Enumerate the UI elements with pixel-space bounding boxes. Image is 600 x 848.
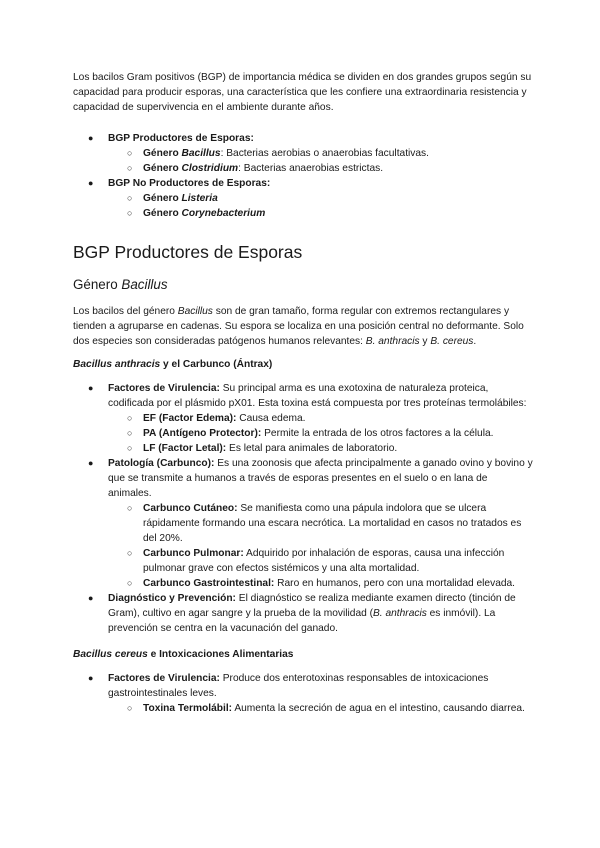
cereus-heading: Bacillus cereus e Intoxicaciones Alimentarias xyxy=(73,649,294,660)
circle-bullet-icon: ○ xyxy=(127,413,133,423)
genus-heading: Género Bacillus xyxy=(73,277,168,292)
overview-item-non-spore-forming xyxy=(73,176,533,191)
bullet-icon: ● xyxy=(88,593,94,603)
anthracis-heading: Bacillus anthracis y el Carbunco (Ántrax) xyxy=(73,359,273,370)
overview-subitem-clostridium: ○ Género Clostridium: Bacterias anaerobias estrictas. xyxy=(127,163,384,174)
overview-list xyxy=(73,131,533,221)
overview-subitem-listeria: ○ Género Listeria xyxy=(127,193,218,204)
genus-name: Bacillus xyxy=(181,148,221,159)
list-subitem: ○ EF (Factor Edema): Causa edema. xyxy=(127,413,306,424)
bacillus-description: Los bacilos del género Bacillus son de gran tamaño, forma regular con extremos rectangulares y tienden a agruparse en cadenas. Su espora se localiza en una posición central no deformante. Solo dos especies son consideradas patógenos humanos relevantes: B. anthracis y B. cereus. xyxy=(73,306,524,347)
bullet-icon: ● xyxy=(88,458,94,468)
genus-name: Clostridium xyxy=(181,163,239,174)
circle-bullet-icon: ○ xyxy=(127,578,133,588)
bullet-icon: ● xyxy=(88,383,94,393)
list-subitem: ○ Carbunco Gastrointestinal: Raro en humanos, pero con una mortalidad elevada. xyxy=(127,578,516,589)
circle-bullet-icon: ○ xyxy=(127,503,133,513)
list-subitem: ○ Toxina Termolábil: Aumenta la secreción de agua en el intestino, causando diarrea. xyxy=(127,703,525,714)
bullet-icon: ● xyxy=(88,673,94,683)
overview-item-label: BGP No Productores de Esporas: xyxy=(108,178,271,189)
circle-bullet-icon: ○ xyxy=(127,548,133,558)
list-subitem: ○ PA (Antígeno Protector): Permite la entrada de los otros factores a la célula. xyxy=(127,428,494,439)
document-page xyxy=(73,70,533,716)
list-subitem: ○ Carbunco Cutáneo: Se manifiesta como una pápula indolora que se ulcera rápidamente formando una escara necrótica. La mortalidad en casos no tratados es del 20%. xyxy=(127,503,522,544)
list-subitem: ○ LF (Factor Letal): Es letal para animales de laboratorio. xyxy=(127,443,398,454)
section-title: BGP Productores de Esporas xyxy=(73,242,303,262)
circle-bullet-icon: ○ xyxy=(127,443,133,453)
circle-bullet-icon: ○ xyxy=(127,148,133,158)
list-item-virulence: ● Factores de Virulencia: Produce dos enterotoxinas responsables de intoxicaciones gastrointestinales leves. xyxy=(88,673,489,699)
overview-subitem-corynebacterium: ○ Género Corynebacterium xyxy=(127,208,266,219)
genus-name: Listeria xyxy=(181,193,218,204)
circle-bullet-icon: ○ xyxy=(127,193,133,203)
bullet-icon: ● xyxy=(88,133,94,143)
genus-name: Corynebacterium xyxy=(181,208,266,219)
overview-subitem-bacillus: ○ Género Bacillus: Bacterias aerobias o anaerobias facultativas. xyxy=(127,148,429,159)
circle-bullet-icon: ○ xyxy=(127,208,133,218)
circle-bullet-icon: ○ xyxy=(127,428,133,438)
circle-bullet-icon: ○ xyxy=(127,163,133,173)
list-subitem: ○ Carbunco Pulmonar: Adquirido por inhalación de esporas, causa una infección pulmonar grave con efectos sistémicos y una alta mortalidad. xyxy=(127,548,505,574)
bullet-icon: ● xyxy=(88,178,94,188)
overview-item-label: BGP Productores de Esporas: xyxy=(108,133,254,144)
overview-item-spore-forming xyxy=(73,131,533,146)
list-item-virulence: ● Factores de Virulencia: Su principal arma es una exotoxina de naturaleza proteica, codificada por el plásmido pX01. Esta toxina está compuesta por tres proteínas termolábiles: xyxy=(88,383,527,409)
anthracis-list xyxy=(73,381,533,636)
list-item-diagnosis: ● Diagnóstico y Prevención: El diagnóstico se realiza mediante examen directo (tinción de Gram), cultivo en agar sangre y la prueba de la movilidad (B. anthracis es inmóvil). La prevención se centra en la vacunación del ganado. xyxy=(88,593,516,634)
circle-bullet-icon: ○ xyxy=(127,703,133,713)
intro-paragraph: Los bacilos Gram positivos (BGP) de importancia médica se dividen en dos grandes grupos según su capacidad para producir esporas, una característica que les confiere una extraordinaria resistencia y capacidad de supervivencia en el ambiente durante años. xyxy=(73,72,532,113)
list-item-pathology: ● Patología (Carbunco): Es una zoonosis que afecta principalmente a ganado ovino y bovino y que se transmite a humanos a través de esporas presentes en el suelo o en lana de animales. xyxy=(88,458,533,499)
cereus-list xyxy=(73,671,533,716)
